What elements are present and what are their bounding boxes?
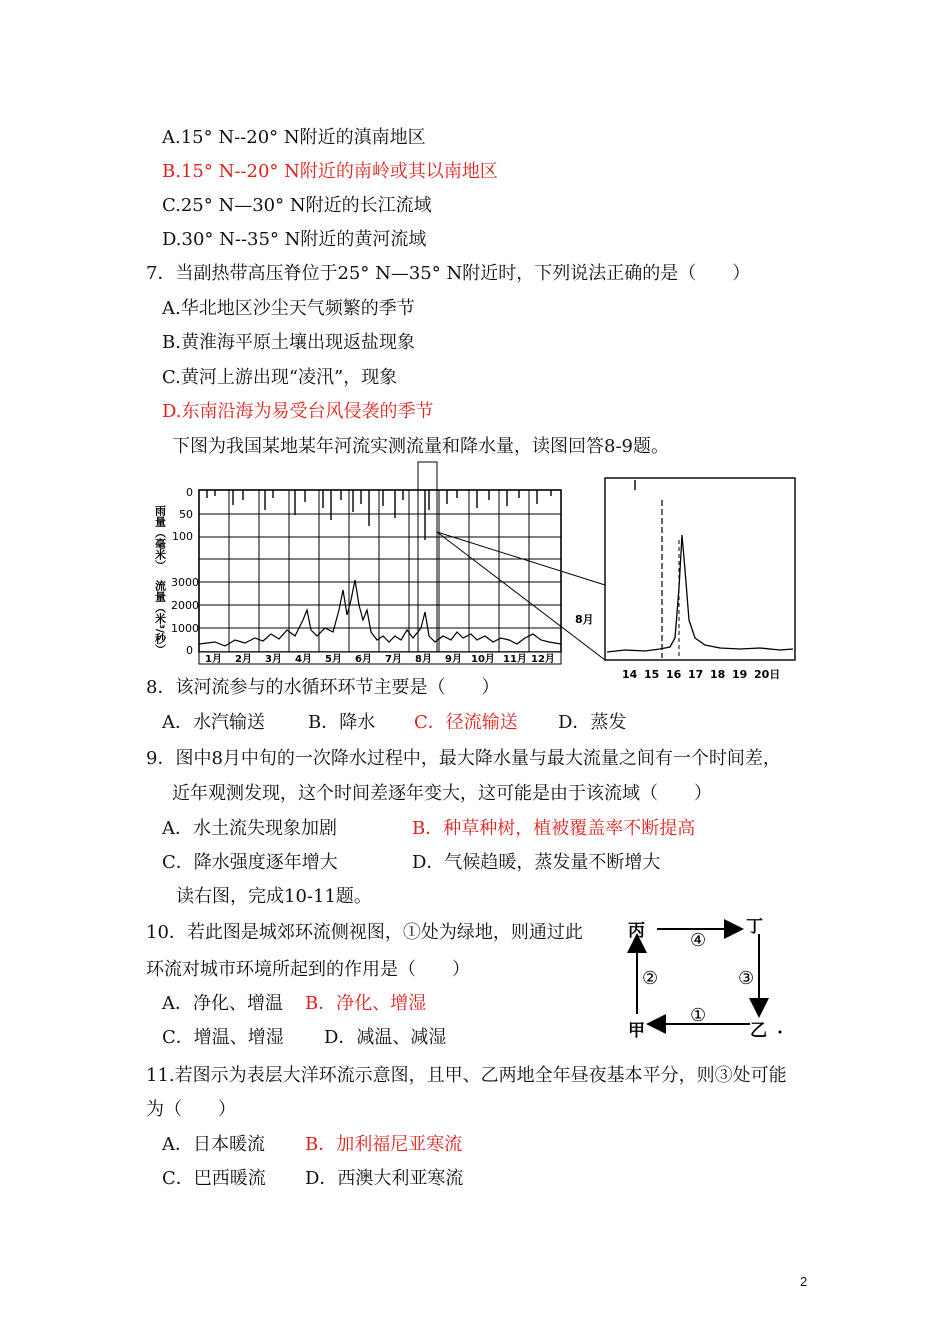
- q7-stem: 7．当副热带高压脊位于25° N—35° N附近时，下列说法正确的是（ ）: [146, 263, 751, 284]
- inset-day-label: 20日: [754, 668, 781, 681]
- q9-stem-line2: 近年观测发现，这个时间差逐年变大，这可能是由于该流域（ ）: [172, 783, 712, 804]
- label-ding: 丁: [746, 917, 763, 937]
- q9-option-a: A．水土流失现象加剧: [162, 818, 337, 839]
- q11-stem-line2: 为（ ）: [146, 1099, 236, 1120]
- label-circle-3: ③: [738, 968, 755, 989]
- q7-option-b: B.黄淮海平原土壤出现返盐现象: [162, 332, 415, 353]
- q9-stem-line1: 9．图中8月中旬的一次降水过程中，最大降水量与最大流量之间有一个时间差，: [146, 748, 781, 769]
- q11-option-d: D．西澳大利亚寒流: [305, 1168, 464, 1189]
- q11-option-c: C．巴西暖流: [162, 1168, 266, 1189]
- q8-options: [162, 711, 626, 735]
- month-label: 7月: [385, 654, 402, 665]
- inset-month-label: 8月: [575, 613, 594, 626]
- q9-option-b-answer: B．种草种树，植被覆盖率不断提高: [412, 818, 696, 839]
- inset-day-label: 19: [732, 668, 748, 681]
- rain-tick-50: 50: [179, 508, 193, 521]
- month-label: 12月: [531, 654, 555, 665]
- q11-stem-line1: 11.若图示为表层大洋环流示意图，且甲、乙两地全年昼夜基本平分，则③处可能: [146, 1065, 787, 1086]
- month-label: 4月: [295, 654, 312, 665]
- q7-option-c: C.黄河上游出现“凌汛”，现象: [162, 367, 398, 388]
- q11-options-row1: [162, 1133, 462, 1157]
- q9-options-row2: [162, 851, 660, 875]
- q6-option-d: D.30° N--35° N附近的黄河流域: [162, 229, 427, 250]
- q11-option-b-answer: B．加利福尼亚寒流: [305, 1134, 463, 1155]
- q7-option-d-answer: D.东南沿海为易受台风侵袭的季节: [162, 401, 434, 422]
- q8-stem: 8．该河流参与的水循环环节主要是（ ）: [146, 677, 500, 698]
- q8-option-a: A．水汽输送: [162, 712, 265, 733]
- inset-day-label: 16: [666, 668, 682, 681]
- label-circle-2: ②: [642, 968, 659, 989]
- month-label: 6月: [355, 654, 372, 665]
- q10-option-c: C．增温、增湿: [162, 1027, 284, 1048]
- month-label: 2月: [235, 654, 252, 665]
- q10-option-a: A．净化、增温: [162, 993, 283, 1014]
- month-label: 11月: [503, 654, 527, 665]
- inset-day-label: 18: [710, 668, 726, 681]
- q9-option-d: D．气候趋暖，蒸发量不断增大: [412, 852, 661, 873]
- q10-stem-line2: 环流对城市环境所起到的作用是（ ）: [146, 959, 470, 980]
- page-number: 2: [800, 1274, 808, 1289]
- label-jia: 甲: [628, 1021, 645, 1041]
- label-circle-4: ④: [690, 930, 707, 951]
- q6-option-c: C.25° N—30° N附近的长江流域: [162, 195, 432, 216]
- month-label: 9月: [445, 654, 462, 665]
- inset-day-label: 15: [644, 668, 660, 681]
- q6-option-a: A.15° N--20° N附近的滇南地区: [162, 127, 426, 148]
- inset-day-label: 14: [622, 668, 638, 681]
- flow-tick-3000: 3000: [171, 576, 199, 589]
- flow-tick-0: 0: [186, 644, 193, 657]
- q8-option-d: D．蒸发: [558, 712, 627, 733]
- month-label: 10月: [471, 654, 495, 665]
- q11-options-row2: [162, 1167, 463, 1191]
- q8-option-c-answer: C．径流输送: [414, 712, 518, 733]
- q9-options-row1: [162, 817, 695, 841]
- month-label: 3月: [265, 654, 282, 665]
- intro-8-9: 下图为我国某地某年河流实测流量和降水量，读图回答8-9题。: [172, 436, 669, 457]
- flow-tick-2000: 2000: [171, 599, 199, 612]
- rain-tick-100: 100: [172, 530, 193, 543]
- q10-options-row1: [162, 992, 426, 1016]
- q8-option-b: B．降水: [308, 712, 376, 733]
- q10-option-d: D．减温、减湿: [324, 1027, 447, 1048]
- q6-option-b-answer: B.15° N--20° N附近的南岭或其以南地区: [162, 161, 498, 182]
- month-label: 5月: [325, 654, 342, 665]
- month-label: 8月: [415, 654, 432, 665]
- month-label: 1月: [205, 654, 222, 665]
- circulation-diagram: [622, 912, 792, 1040]
- q10-option-b-answer: B．净化、增湿: [305, 993, 427, 1014]
- q11-option-a: A．日本暖流: [162, 1134, 265, 1155]
- label-yi: 乙: [750, 1021, 767, 1041]
- rain-axis-label: 雨量（毫米）: [153, 505, 167, 571]
- q10-stem-line1: 10．若此图是城郊环流侧视图，①处为绿地，则通过此: [146, 922, 583, 943]
- flow-axis-label: 流量（米³/秒）: [153, 580, 167, 655]
- q10-options-row2: [162, 1026, 446, 1050]
- hydrograph-figure: [155, 460, 800, 685]
- label-bing: 丙: [628, 921, 645, 941]
- q7-option-a: A.华北地区沙尘天气频繁的季节: [162, 298, 415, 319]
- rain-tick-0: 0: [186, 486, 193, 499]
- inset-day-label: 17: [688, 668, 704, 681]
- flow-tick-1000: 1000: [171, 622, 199, 635]
- label-circle-1: ①: [690, 1005, 707, 1026]
- intro-10-11: 读右图，完成10-11题。: [176, 886, 372, 907]
- q9-option-c: C．降水强度逐年增大: [162, 852, 338, 873]
